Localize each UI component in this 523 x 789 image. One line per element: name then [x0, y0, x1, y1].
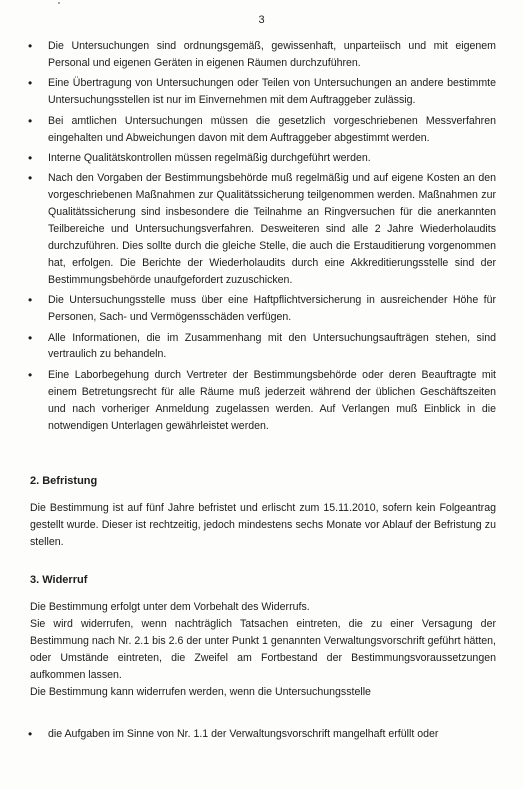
list-item: • Nach den Vorgaben der Bestimmungsbehörde muß regelmäßig und auf eigene Kosten an den vorgeschriebenen Maßnahmen zur Qualitätssicherung teilgenommen werden. Maßnahmen zur Qualitätssicherung sind insbesondere die Teilnahme an Ringversuchen für die anerkannten Teilbereiche und Untersuchungsverfahren. Desweiteren sind alle 2 Jahre Wiederholaudits durchzuführen. Dies sollte durch die gleiche Stelle, die auch die Erstauditierung vorgenommen hat, erfolgen. Die Berichte der Wiederholaudits durch eine Akkreditierungsstelle sind der Bestimmungsbehörde unaufgefordert zuzuschicken.: [26, 170, 496, 288]
list-item: • Bei amtlichen Untersuchungen müssen die gesetzlich vorgeschriebenen Messverfahren eingehalten und Abweichungen davon mit dem Auftraggeber abgestimmt werden.: [26, 113, 496, 147]
page-number: 3: [258, 14, 265, 26]
list-item: • Alle Informationen, die im Zusammenhang mit den Untersuchungsaufträgen stehen, sind vertraulich zu behandeln.: [26, 330, 496, 364]
list-item: • Interne Qualitätskontrollen müssen regelmäßig durchgeführt werden.: [26, 150, 496, 167]
paragraph: Die Bestimmung ist auf fünf Jahre befristet und erlischt zum 15.11.2010, sofern kein Folgeantrag gestellt wurde. Dieser ist rechtzeitig, jedoch mindestens sechs Monate vor Ablauf der Befristung zu stellen.: [30, 502, 496, 548]
paragraph: Sie wird widerrufen, wenn nachträglich Tatsachen eintreten, die zu einer Versagung der Bestimmung nach Nr. 2.1 bis 2.6 der unter Punkt 1 genannten Verwaltungsvorschrift geführt hätten, oder Umstände eintreten, die Zweifel am Fortbestand der Bestimmungsvoraussetzungen aufkommen lassen.: [30, 617, 496, 681]
widerruf-list: [26, 726, 496, 746]
scan-speck: [58, 2, 60, 4]
list-item: • Die Untersuchungen sind ordnungsgemäß, gewissenhaft, unparteiisch und mit eigenem Personal und eigenen Geräten in eigenen Räumen durchzuführen.: [26, 38, 496, 72]
conditions-list: [26, 38, 496, 438]
list-item: • Die Untersuchungsstelle muss über eine Haftpflichtversicherung in ausreichender Höhe für Personen, Sach- und Vermögensschäden verfügen.: [26, 292, 496, 326]
list-item: • die Aufgaben im Sinne von Nr. 1.1 der Verwaltungsvorschrift mangelhaft erfüllt oder: [26, 726, 496, 743]
befristung-section: [30, 473, 496, 551]
section-heading: 2. Befristung: [30, 475, 98, 487]
widerruf-section: [30, 572, 496, 700]
list-item: • Eine Laborbegehung durch Vertreter der Bestimmungsbehörde oder deren Beauftragte mit einem Betretungsrecht für alle Räume muß jederzeit während der üblichen Geschäftszeiten und nach vorheriger Anmeldung zugelassen werden. Auf Verlangen muß Einblick in die notwendigen Unterlagen gewährleistet werden.: [26, 367, 496, 435]
paragraph: Die Bestimmung kann widerrufen werden, wenn die Untersuchungsstelle: [30, 685, 371, 698]
paragraph: Die Bestimmung erfolgt unter dem Vorbehalt des Widerrufs.: [30, 601, 310, 613]
list-item: • Eine Übertragung von Untersuchungen oder Teilen von Untersuchungen an andere bestimmte Untersuchungsstellen ist nur im Einvernehmen mit dem Auftraggeber zulässig.: [26, 75, 496, 109]
section-heading: 3. Widerruf: [30, 574, 88, 586]
